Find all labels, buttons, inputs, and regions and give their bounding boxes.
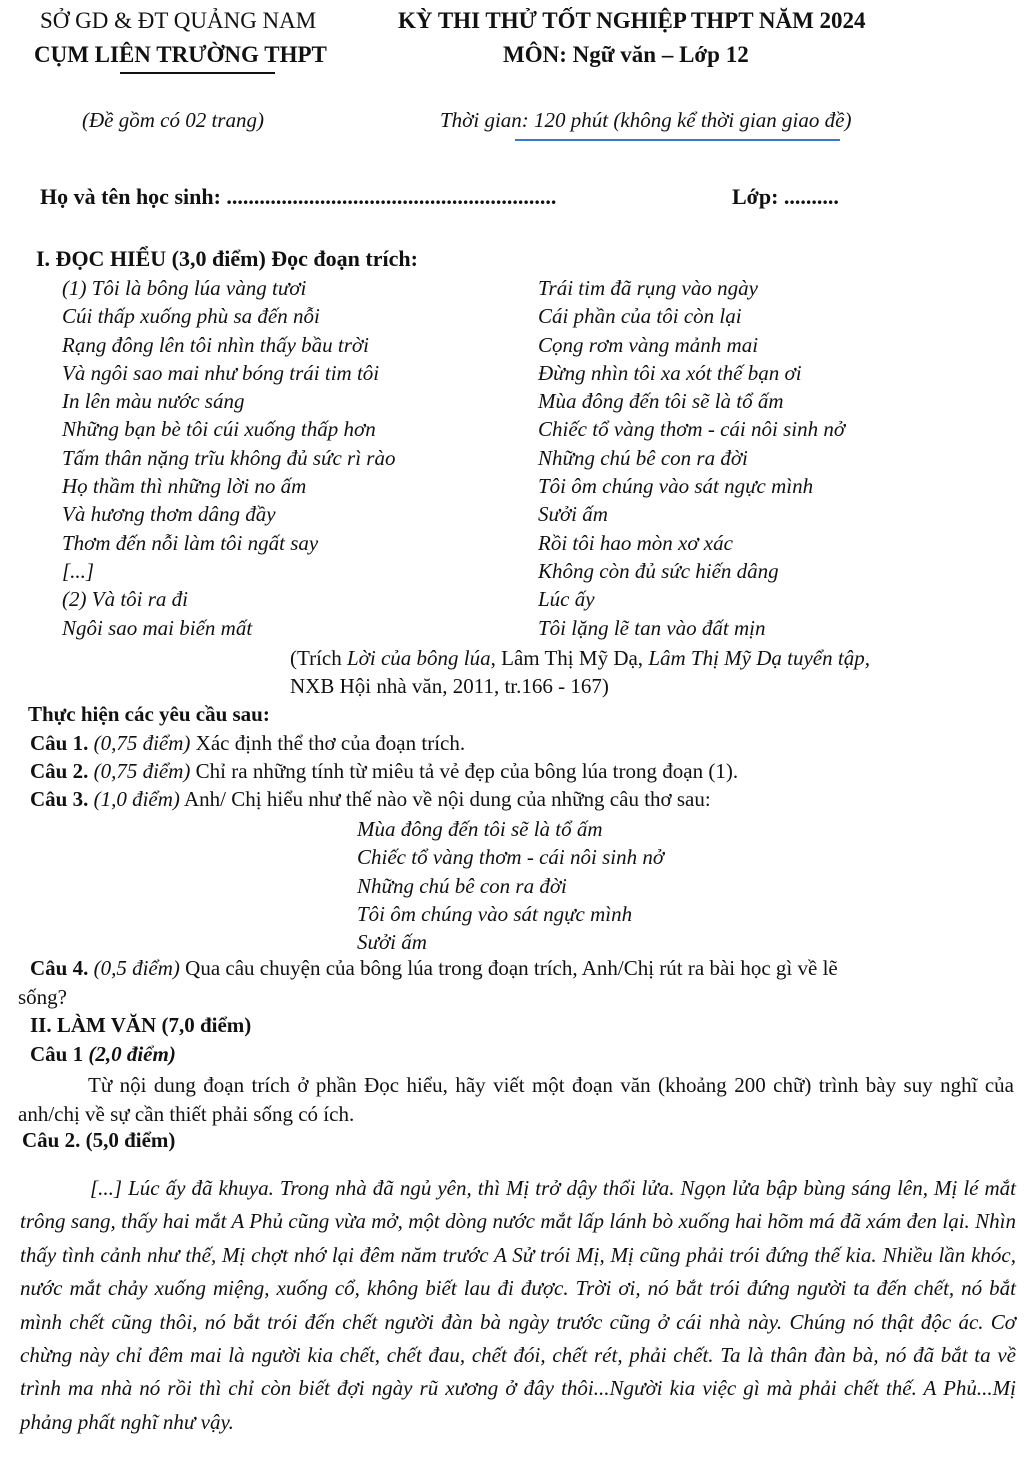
question-points: (2,0 điểm) xyxy=(88,1042,176,1066)
poem-line: Tôi ôm chúng vào sát ngực mình xyxy=(538,474,814,499)
poem-line: (1) Tôi là bông lúa vàng tươi xyxy=(62,276,307,300)
source-citation xyxy=(290,646,870,671)
poem-line: [...] xyxy=(62,558,95,583)
poem-line: Tôi lặng lẽ tan vào đất mịn xyxy=(538,615,766,640)
poem-line: Họ thầm thì những lời no ấm xyxy=(62,474,307,499)
question-1 xyxy=(30,731,465,756)
essay-question-1-text: Từ nội dung đoạn trích ở phần Đọc hiểu, hãy viết một đoạn văn (khoảng 200 chữ) trình bày suy nghĩ của anh/chị về sự cần thiết phải sống có ích. xyxy=(18,1073,1014,1126)
question-label: Câu 3. xyxy=(30,787,89,811)
student-name-field: Họ và tên học sinh: ............................................................ xyxy=(40,184,557,209)
poem-line: (2) Và tôi ra đi xyxy=(62,587,188,612)
poem-line: Cúi thấp xuống phù sa đến nỗi xyxy=(62,304,320,329)
poem-right-column xyxy=(538,274,845,642)
question-label: Câu 1. xyxy=(30,731,89,755)
essay-passage: [...] Lúc ấy đã khuya. Trong nhà đã ngủ yên, thì Mị trở dậy thổi lửa. Ngọn lửa bập bùng sáng lên, Mị lé mắt trông sang, thấy hai mắt A Phủ cũng vừa mở, một dòng nước mắt lấp lánh bò xuống hai hõm má đã xám đen lại. Nhìn thấy tình cảnh như thế, Mị chợt nhớ lại đêm năm trước A Sử trói Mị, Mị cũng phải trói đứng thế kia. Nhiều lần khóc, nước mắt chảy xuống miệng, xuống cổ, không biết lau đi được. Trời ơi, nó bắt trói đứng người ta đến chết, nó bắt mình chết cũng thôi, nó bắt trói đến chết người đàn bà ngày trước cũng ở cái nhà này. Chúng nó thật độc ác. Cơ chừng này chỉ đêm mai là người kia chết, chết đau, chết đói, chết rét, phải chết. Ta là thân đàn bà, nó đã bắt ta về trình ma nhà nó rồi thì chỉ còn biết đợi ngày rũ xương ở đây thôi...Người kia việc gì mà phải chết thế. A Phủ...Mị phảng phất nghĩ như vậy. xyxy=(20,1176,1016,1434)
poem-line: Cọng rơm vàng mảnh mai xyxy=(538,332,759,357)
poem-line: Trái tim đã rụng vào ngày xyxy=(538,276,758,300)
quote-line: Mùa đông đến tôi sẽ là tổ ấm xyxy=(357,817,603,841)
exam-title: KỲ THI THỬ TỐT NGHIỆP THPT NĂM 2024 xyxy=(398,8,866,33)
poem-line: Và ngôi sao mai như bóng trái tim tôi xyxy=(62,360,380,385)
question-4 xyxy=(30,956,838,981)
question-text: Chỉ ra những tính từ miêu tả vẻ đẹp của bông lúa trong đoạn (1). xyxy=(195,759,739,783)
poem-line: Những bạn bè tôi cúi xuống thấp hơn xyxy=(62,417,376,442)
poem-line: Những chú bê con ra đời xyxy=(538,445,748,470)
question-label: Câu 4. xyxy=(30,956,89,980)
source-collection: Lâm Thị Mỹ Dạ tuyển tập, xyxy=(648,646,870,670)
question-label: Câu 2. xyxy=(30,759,89,783)
source-author: , Lâm Thị Mỹ Dạ, xyxy=(490,646,649,670)
poem-line: Rồi tôi hao mòn xơ xác xyxy=(538,530,733,555)
quote-line: Những chú bê con ra đời xyxy=(357,873,567,898)
question-text: Qua câu chuyện của bông lúa trong đoạn trích, Anh/Chị rút ra bài học gì về lẽ xyxy=(185,956,838,980)
source-publisher: NXB Hội nhà văn, 2011, tr.166 - 167) xyxy=(290,674,609,698)
source-prefix: (Trích xyxy=(290,646,347,670)
poem-line: Ngôi sao mai biến mất xyxy=(62,615,253,640)
poem-line: Sưởi ấm xyxy=(538,502,608,527)
poem-line: Tấm thân nặng trĩu không đủ sức rì rào xyxy=(62,445,396,470)
department-name: SỞ GD & ĐT QUẢNG NAM xyxy=(40,8,317,33)
quote-line: Chiếc tổ vàng thơm - cái nôi sinh nở xyxy=(357,845,665,870)
poem-line: Chiếc tổ vàng thơm - cái nôi sinh nở xyxy=(538,417,846,442)
time-note: Thời gian: 120 phút (không kể thời gian giao đề) xyxy=(440,108,852,132)
poem-line: Đừng nhìn tôi xa xót thế bạn ơi xyxy=(538,360,802,385)
question-4-continued: sống? xyxy=(18,985,67,1009)
question-3 xyxy=(30,787,711,812)
question-points: (1,0 điểm) xyxy=(93,787,180,811)
school-cluster: CỤM LIÊN TRƯỜNG THPT xyxy=(34,42,327,67)
essay-question-2: Câu 2. (5,0 điểm) xyxy=(22,1128,176,1152)
poem-line: Mùa đông đến tôi sẽ là tổ ấm xyxy=(538,389,784,414)
subject-line: MÔN: Ngữ văn – Lớp 12 xyxy=(503,42,749,67)
essay-question-1 xyxy=(30,1042,176,1067)
question-points: (0,75 điểm) xyxy=(93,759,191,783)
source-title: Lời của bông lúa xyxy=(346,646,491,670)
question-text: Anh/ Chị hiểu như thế nào về nội dung của những câu thơ sau: xyxy=(184,787,711,811)
quote-line: Tôi ôm chúng vào sát ngực mình xyxy=(357,901,633,926)
cluster-underline xyxy=(120,72,275,74)
question-points: (0,5 điểm) xyxy=(93,956,180,980)
poem-left-column xyxy=(62,274,395,642)
section1-heading: I. ĐỌC HIỂU (3,0 điểm) Đọc đoạn trích: xyxy=(36,246,418,271)
poem-line: Thơm đến nỗi làm tôi ngất say xyxy=(62,530,319,555)
poem-line: Và hương thơm dâng đầy xyxy=(62,502,276,527)
question-label: Câu 1 xyxy=(30,1042,84,1066)
pages-note: (Đề gồm có 02 trang) xyxy=(82,108,264,132)
question-3-quote xyxy=(357,815,664,956)
class-field: Lớp: .......... xyxy=(732,184,839,209)
poem-line: Lúc ấy xyxy=(538,587,595,612)
poem-line: Rạng đông lên tôi nhìn thấy bầu trời xyxy=(62,332,369,357)
time-underline xyxy=(515,139,840,141)
poem-line: In lên màu nước sáng xyxy=(62,389,245,414)
quote-line: Sưởi ấm xyxy=(357,930,427,955)
poem-line: Không còn đủ sức hiến dâng xyxy=(538,558,779,583)
section2-heading: II. LÀM VĂN (7,0 điểm) xyxy=(30,1013,252,1037)
instructions-heading: Thực hiện các yêu cầu sau: xyxy=(28,702,270,726)
question-2 xyxy=(30,759,738,784)
question-text: Xác định thể thơ của đoạn trích. xyxy=(195,731,466,755)
question-points: (0,75 điểm) xyxy=(93,731,191,755)
poem-line: Cái phần của tôi còn lại xyxy=(538,304,742,329)
